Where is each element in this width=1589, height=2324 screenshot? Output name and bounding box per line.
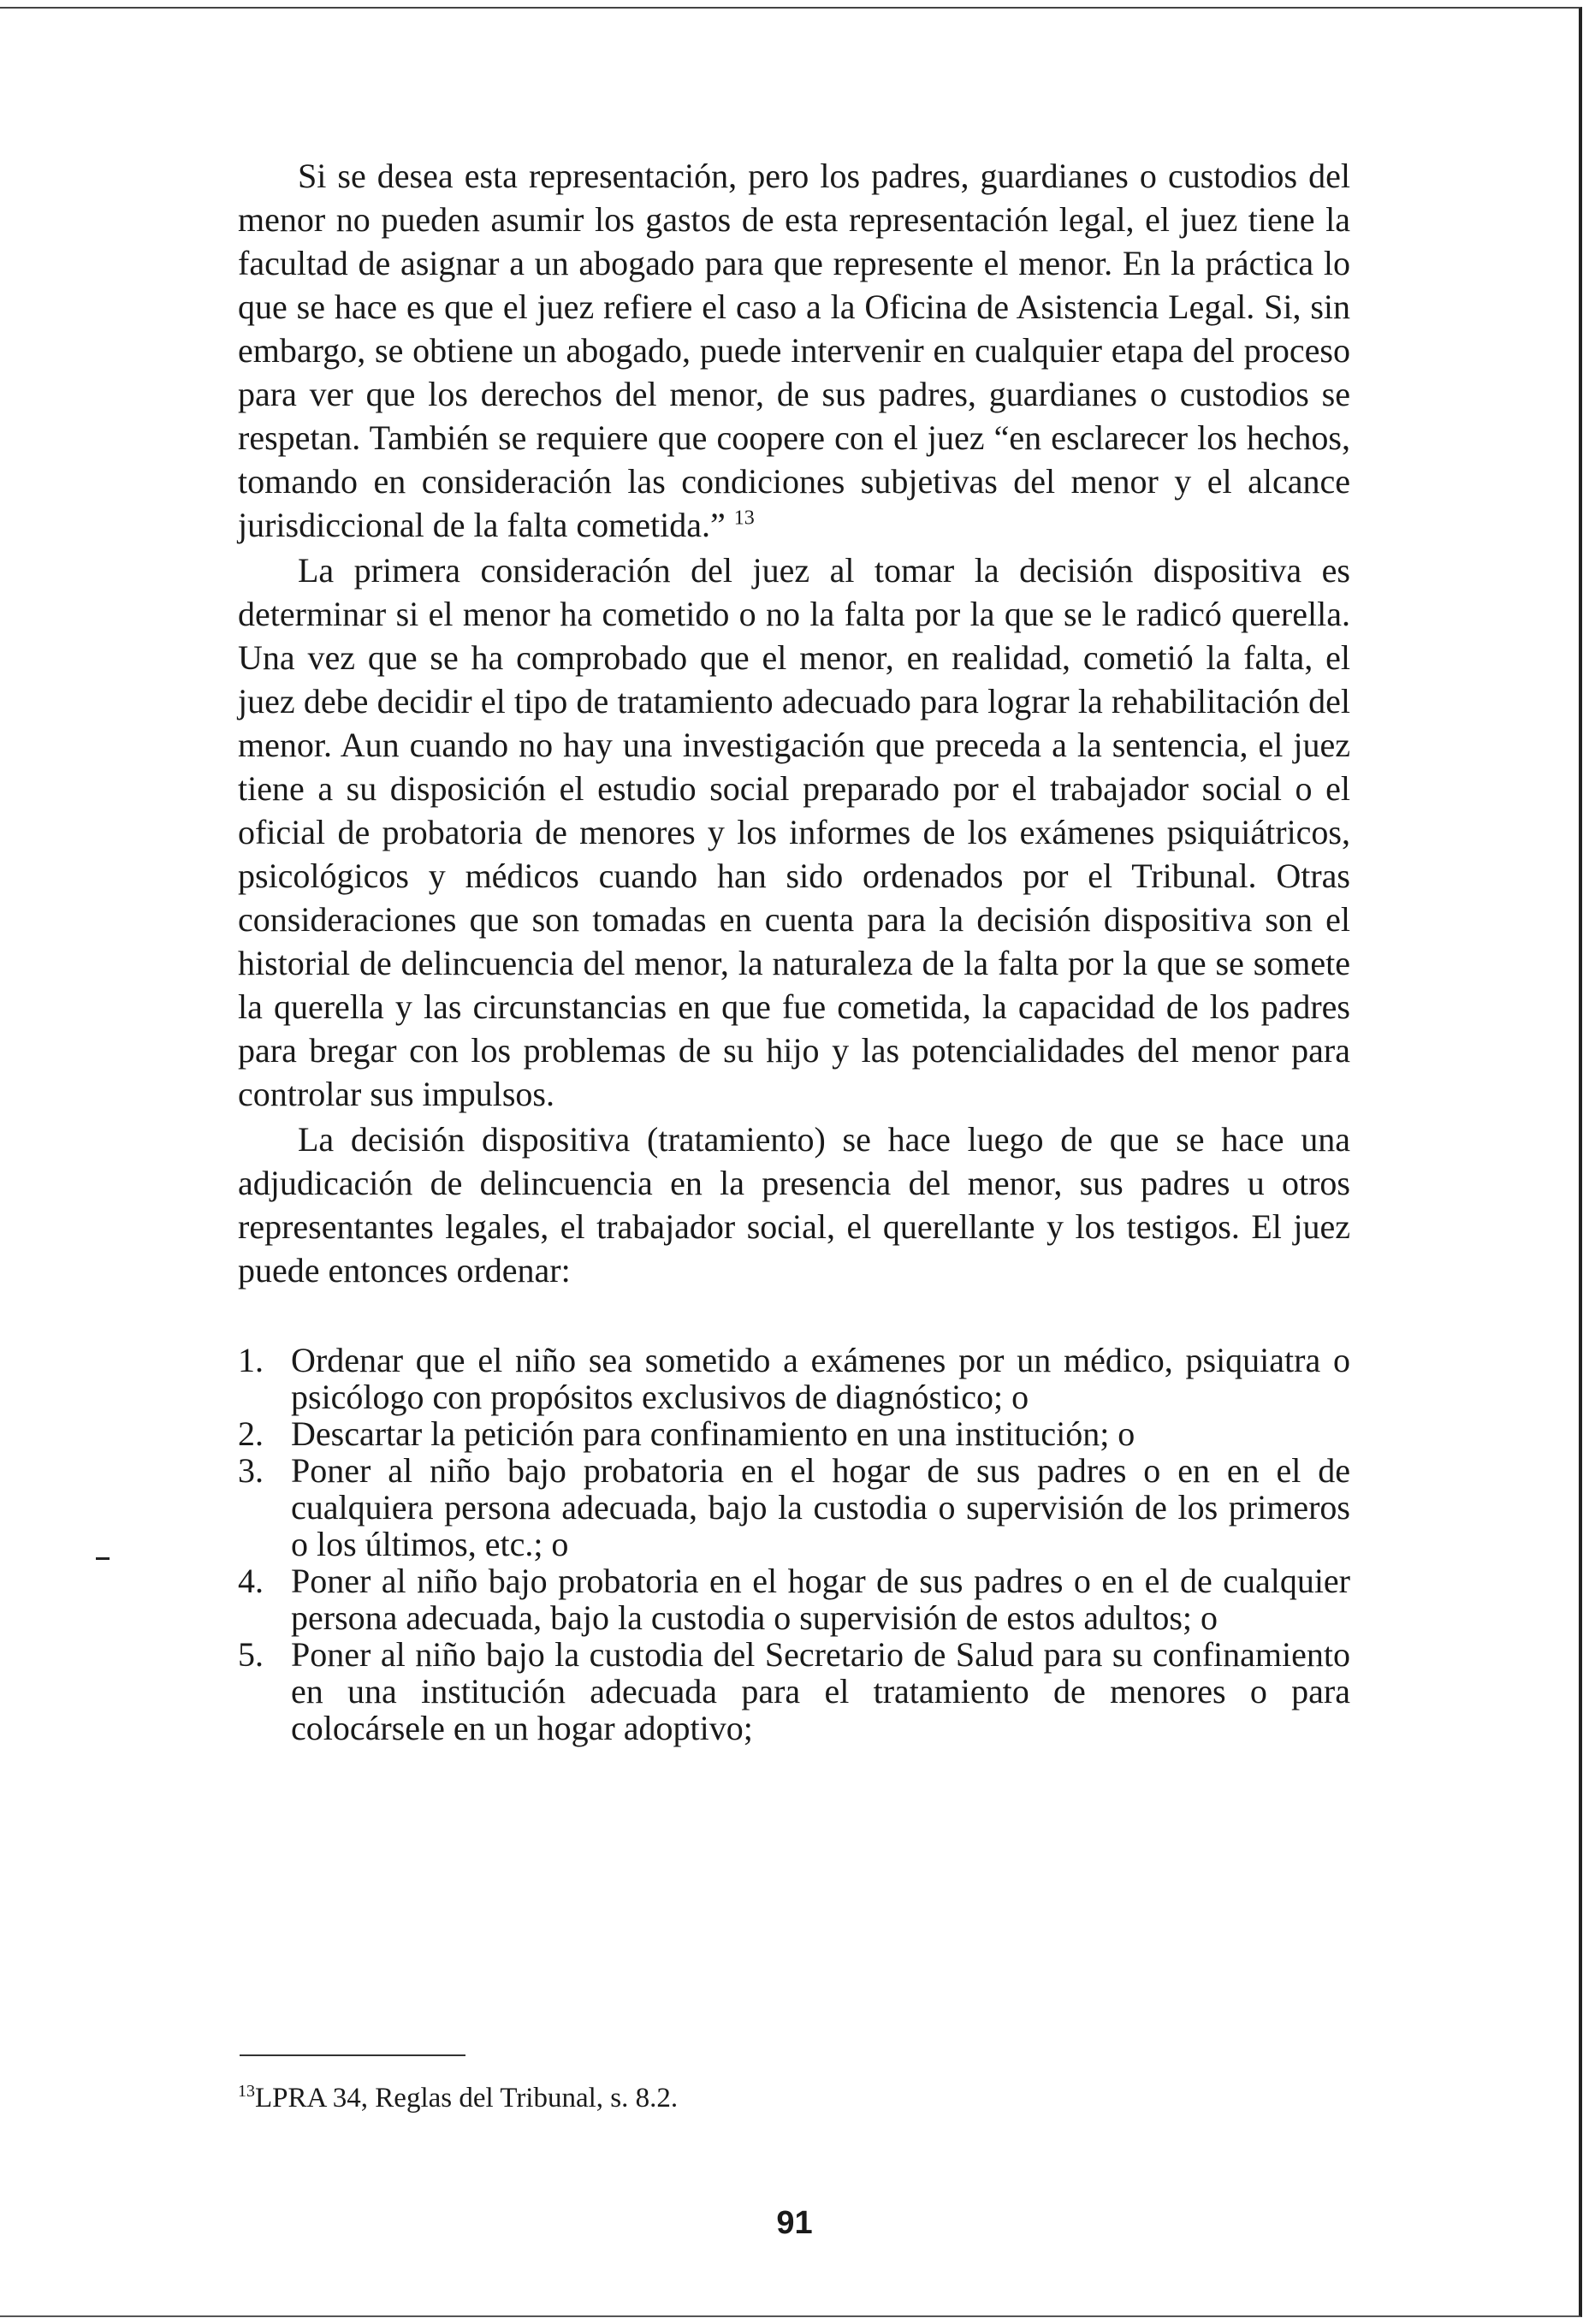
paragraph: La primera consideración del juez al tomar la decisión dispositiva es determinar si el menor ha cometido o no la falta por la que se le radicó querella. Una vez que se ha comprobado que el menor, en realidad, cometió la falta, el juez debe decidir el tipo de tratamiento adecuado para lograr la rehabilitación del menor. Aun cuando no hay una investigación que preceda a la sentencia, el juez tiene a su disposición el estudio social preparado por el trabajador social o el oficial de probatoria de menores y los informes de los exámenes psiquiátricos, psicológicos y médicos cuando han sido ordenados por el Tribunal. Otras consideraciones que son tomadas en cuenta para la decisión dispositiva son el historial de delincuencia del menor, la naturaleza de la falta por la que se somete la querella y las circunstancias en que fue cometida, la capacidad de los padres para bregar con los problemas de su hijo y las potencialidades del menor para controlar sus impulsos. (238, 551, 1350, 1113)
list-item (238, 1342, 1350, 1415)
page-number: 91 (776, 2205, 813, 2241)
footnote-divider (240, 2054, 465, 2056)
list-item-text: Ordenar que el niño sea sometido a exámenes por un médico, psiquiatra o psicólogo con propósitos exclusivos de diagnóstico; o (291, 1341, 1350, 1416)
list-item-text: Poner al niño bajo la custodia del Secretario de Salud para su confinamiento en una institución adecuada para el tratamiento de menores o para colocársele en un hogar adoptivo; (291, 1635, 1350, 1747)
paragraph: La decisión dispositiva (tratamiento) se hace luego de que se hace una adjudicación de delincuencia en la presencia del menor, sus padres u otros representantes legales, el trabajador social, el querellante y los testigos. El juez puede entonces ordenar: (238, 1120, 1350, 1289)
margin-mark (96, 1557, 110, 1560)
footnote-number: 13 (238, 2082, 255, 2101)
footnote-reference: 13 (733, 507, 755, 530)
list-item-number: 2. (238, 1414, 264, 1453)
list-item-text: Poner al niño bajo probatoria en el hogar de sus padres o en el de cualquier persona adecuada, bajo la custodia o supervisión de estos adultos; o (291, 1562, 1350, 1637)
footnote-text: LPRA 34, Reglas del Tribunal, s. 8.2. (255, 2083, 679, 2114)
list-item-number: 4. (238, 1562, 264, 1600)
paragraph-text: Si se desea esta representación, pero los padres, guardianes o custodios del menor no pueden asumir los gastos de esta representación legal, el juez tiene la facultad de asignar a un abogado para que represente el menor. En la práctica lo que se hace es que el juez refiere el caso a la Oficina de Asistencia Legal. Si, sin embargo, se obtiene un abogado, puede intervenir en cualquier etapa del proceso para ver que los derechos del menor, de sus padres, guardianes o custodios se respetan. También se requiere que coopere con el juez “en esclarecer los hechos, tomando en consideración las condiciones subjetivas del menor y el alcance jurisdiccional de la falta cometida.” (238, 157, 1350, 544)
list-item (238, 1415, 1350, 1452)
footnote (238, 2081, 1350, 2115)
list-item (238, 1452, 1350, 1562)
list-item-number: 1. (238, 1341, 264, 1379)
list-item (238, 1562, 1350, 1636)
paragraph (238, 154, 1350, 547)
list-item-number: 3. (238, 1451, 264, 1490)
page-body (238, 154, 1350, 1746)
list-item-text: Poner al niño bajo probatoria en el hogar de sus padres o en en el de cualquiera persona adecuada, bajo la custodia o supervisión de los primeros o los últimos, etc.; o (291, 1451, 1350, 1563)
list-item-text: Descartar la petición para confinamiento en una institución; o (291, 1414, 1135, 1453)
list-item (238, 1636, 1350, 1746)
numbered-list (238, 1342, 1350, 1746)
list-item-number: 5. (238, 1635, 264, 1674)
